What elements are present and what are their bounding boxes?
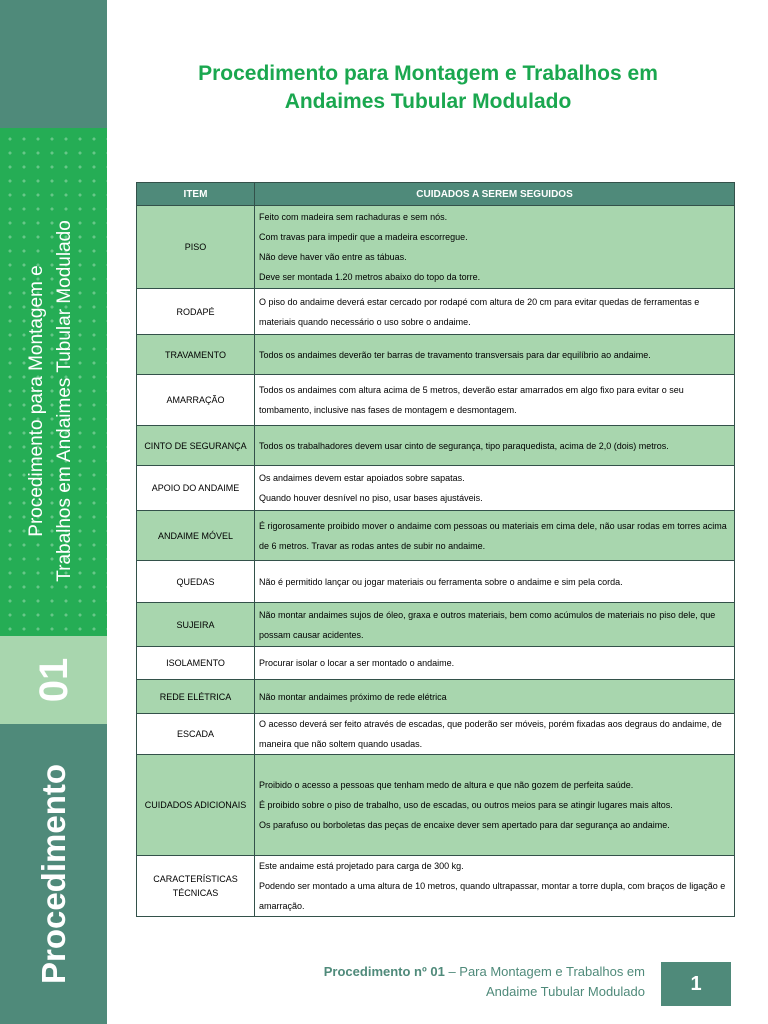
footer-bold: Procedimento nº 01 [323,964,445,979]
page-title-line2: Andaimes Tubular Modulado [284,90,572,113]
desc-line: Quando houver desnível no piso, usar bases ajustáveis. [259,493,483,503]
row-desc [255,680,735,714]
sidebar-title-line1: Procedimento para Montagem e [26,265,47,537]
sidebar-label: Procedimento [35,763,72,985]
row-item: CINTO DE SEGURANÇA [137,426,255,466]
row-item: SUJEIRA [137,603,255,647]
table-row [137,511,735,561]
table-row [137,680,735,714]
desc-line: Todos os andaimes deverão ter barras de travamento transversais para dar equilíbrio ao andaime. [259,349,651,360]
row-desc [255,714,735,755]
desc-line: Não é permitido lançar ou jogar materiais ou ferramenta sobre o andaime e sim pela corda. [259,576,623,587]
sidebar-number: 01 [32,657,76,703]
row-item: ISOLAMENTO [137,647,255,680]
row-item: CUIDADOS ADICIONAIS [137,755,255,856]
table-header-row [137,183,735,206]
table-row [137,603,735,647]
table-row [137,856,735,917]
row-item: APOIO DO ANDAIME [137,466,255,511]
table-row [137,426,735,466]
row-desc [255,647,735,680]
desc-line: O piso do andaime deverá estar cercado por rodapé com altura de 20 cm para evitar quedas de ferramentas e materiais quando necessário o uso sobre o andaime. [259,296,700,327]
header-item: ITEM [137,183,255,206]
desc-line: Não montar andaimes próximo de rede elétrica [259,691,447,702]
row-item: ESCADA [137,714,255,755]
row-desc [255,511,735,561]
row-desc [255,289,735,335]
table-row [137,206,735,289]
row-desc [255,206,735,289]
table-row [137,289,735,335]
footer-line1 [200,962,645,982]
table-row [137,561,735,603]
desc-line: Os andaimes devem estar apoiados sobre sapatas. [259,473,465,483]
row-item: REDE ELÉTRICA [137,680,255,714]
table-row [137,714,735,755]
footer-text [200,962,645,1002]
footer-rest: – Para Montagem e Trabalhos em [444,964,645,979]
desc-line: Com travas para impedir que a madeira escorregue. [259,232,468,242]
row-desc [255,856,735,917]
desc-line: Este andaime está projetado para carga de 300 kg. [259,861,464,871]
desc-line: Todos os andaimes com altura acima de 5 metros, deverão estar amarrados em algo fixo para evitar o seu tombamento, inclusive nas fases de montagem e desmontagem. [259,385,684,415]
row-item: QUEDAS [137,561,255,603]
desc-line: Deve ser montada 1.20 metros abaixo do topo da torre. [259,272,481,282]
desc-line: É proibido sobre o piso de trabalho, uso de escadas, ou outros meios para se atingir lugares mais altos. [259,800,673,810]
desc-line: Não deve haver vão entre as tábuas. [259,252,407,262]
procedures-table [136,182,735,917]
desc-line: Todos os trabalhadores devem usar cinto de segurança, tipo paraquedista, acima de 2,0 (dois) metros. [259,440,669,451]
table-row [137,466,735,511]
sidebar-title-line2: Trabalhos em Andaimes Tubular Modulado [54,220,75,582]
table-row [137,335,735,375]
page-title [128,60,728,116]
row-desc [255,375,735,426]
table-row [137,755,735,856]
row-item: AMARRAÇÃO [137,375,255,426]
row-desc [255,335,735,375]
desc-line: Os parafuso ou borboletas das peças de encaixe dever sem apertado para dar segurança ao andaime. [259,820,670,830]
row-item: ANDAIME MÓVEL [137,511,255,561]
desc-line: Proibido o acesso a pessoas que tenham medo de altura e que não gozem de perfeita saúde. [259,780,634,790]
table-row [137,375,735,426]
row-desc [255,426,735,466]
desc-line: Podendo ser montado a uma altura de 10 metros, quando ultrapassar, montar a torre dupla, com braços de ligação e amarração. [259,881,726,911]
page-title-line1: Procedimento para Montagem e Trabalhos em [198,62,658,85]
footer-line2: Andaime Tubular Modulado [486,984,645,999]
desc-line: Não montar andaimes sujos de óleo, graxa e outros materiais, bem como acúmulos de materiais no piso dele, que possam causar acidentes. [259,609,716,640]
row-desc [255,466,735,511]
header-care: CUIDADOS A SEREM SEGUIDOS [255,183,735,206]
row-item: TRAVAMENTO [137,335,255,375]
row-desc [255,561,735,603]
table-row [137,647,735,680]
desc-line: Feito com madeira sem rachaduras e sem nós. [259,212,448,222]
desc-line: O acesso deverá ser feito através de escadas, que poderão ser móveis, porém fixadas aos degraus do andaime, de maneira que não soltem quando usadas. [259,719,722,749]
row-item: RODAPÉ [137,289,255,335]
row-item: PISO [137,206,255,289]
desc-line: Procurar isolar o locar a ser montado o andaime. [259,658,455,668]
page-number: 1 [661,962,731,1006]
sidebar-top-block [0,0,107,128]
row-desc [255,755,735,856]
desc-line: É rigorosamente proibido mover o andaime com pessoas ou materiais em cima dele, não usar rodas em torres acima de 6 metros. Travar as rodas antes de subir no andaime. [259,520,727,551]
row-item: CARACTERÍSTICAS TÉCNICAS [137,856,255,917]
row-desc [255,603,735,647]
sidebar-vertical-title [23,136,83,666]
